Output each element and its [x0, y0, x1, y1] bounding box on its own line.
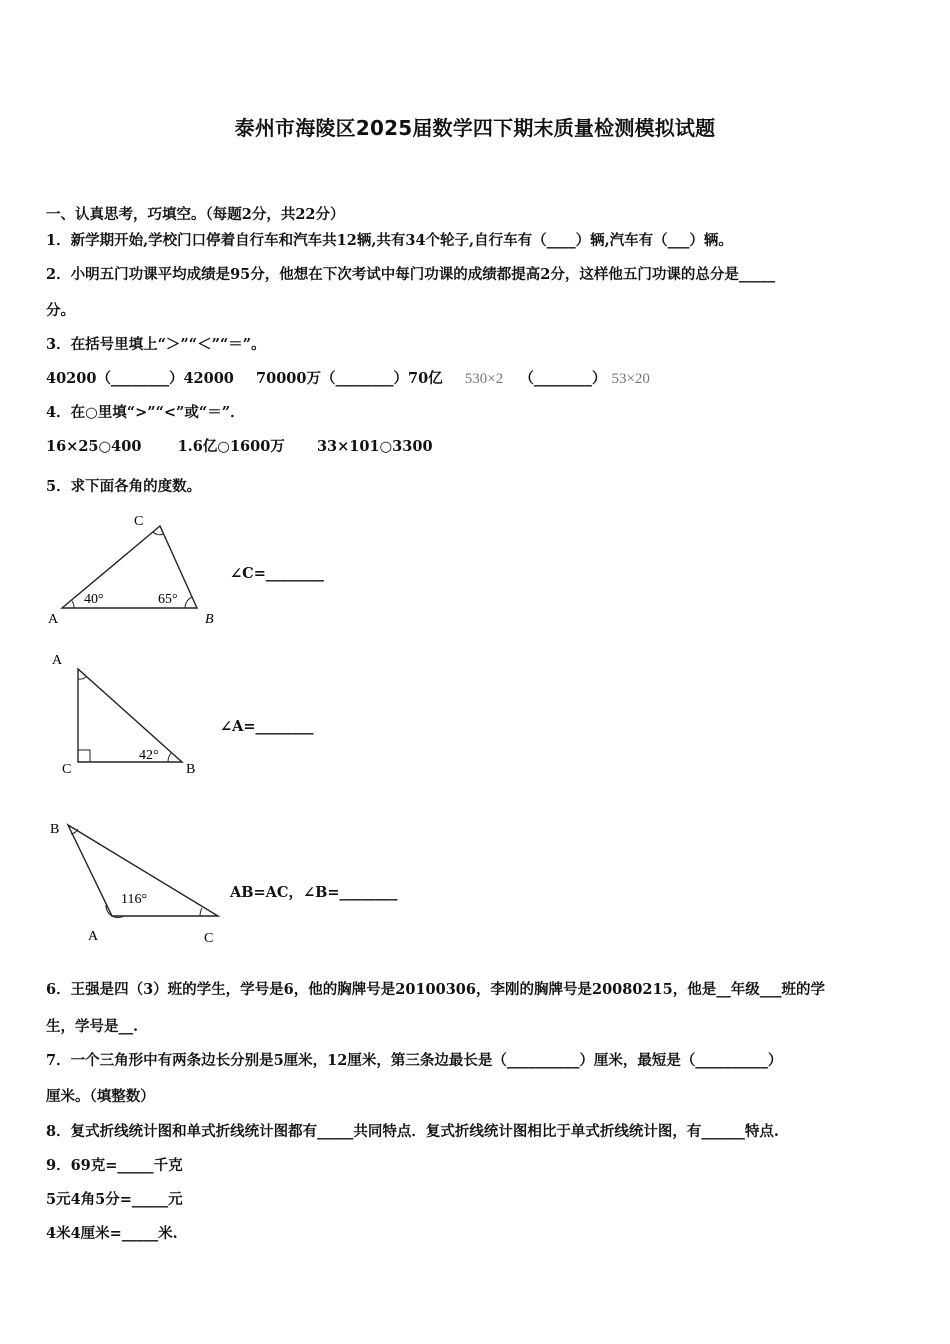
question-3: 3．在括号里填上“＞”“＜”“＝”。	[46, 336, 266, 353]
triangle-1-figure	[40, 505, 240, 630]
question-9-line1: 9．69克=_____千克	[46, 1157, 183, 1174]
vertex-b-label: B	[186, 762, 196, 777]
vertex-b-label: B	[205, 612, 214, 627]
angle-c-arc	[153, 532, 163, 535]
question-9-line3: 4米4厘米=_____米.	[46, 1225, 178, 1242]
triangle-2-answer: ∠A=________	[220, 718, 314, 735]
question-4: 4．在○里填“>”“<”或“＝”．	[46, 404, 245, 421]
angle-a-arc	[78, 677, 86, 679]
triangle-1-answer: ∠C=________	[230, 565, 324, 582]
angle-a-label: 40°	[84, 592, 104, 607]
question-1: 1．新学期开始,学校门口停着自行车和汽车共12辆,共有34个轮子,自行车有（____）辆,汽车有（___）辆。	[46, 232, 733, 249]
vertex-a-label: A	[48, 612, 59, 627]
question-7-line1: 7．一个三角形中有两条边长分别是5厘米，12厘米，第三条边最长是（__________）厘米，最短是（__________）	[46, 1052, 783, 1069]
vertex-c-label: C	[62, 762, 72, 777]
angle-b-label: 42°	[139, 748, 159, 763]
angle-a-arc	[72, 601, 74, 608]
compare-c-blank: （________）	[519, 370, 607, 387]
vertex-a-label: A	[88, 929, 99, 944]
right-angle-mark	[78, 750, 90, 762]
triangle-2-shape	[78, 669, 182, 762]
circle-compare-c: 33×101○3300	[316, 438, 433, 455]
compare-b: 70000万（________）70亿	[256, 370, 443, 387]
circle-compare-a: 16×25○400	[46, 438, 142, 455]
compare-c-right: 53×20	[611, 371, 650, 387]
vertex-a-label: A	[52, 653, 63, 668]
compare-c-left: 530×2	[464, 371, 504, 387]
question-9-line2: 5元4角5分=_____元	[46, 1191, 183, 1208]
angle-b-arc	[168, 753, 171, 762]
circle-compare-b: 1.6亿○1600万	[177, 438, 285, 455]
question-7-line2: 厘米。（填整数）	[46, 1088, 155, 1105]
angle-c-arc	[200, 908, 202, 916]
compare-a: 40200（________）42000	[46, 370, 234, 387]
question-8: 8．复式折线统计图和单式折线统计图都有_____共同特点．复式折线统计图相比于单式折线统计图，有______特点.	[46, 1123, 779, 1140]
angle-b-label: 65°	[158, 592, 178, 607]
question-4-comparisons	[46, 435, 433, 456]
vertex-b-label: B	[50, 822, 60, 837]
angle-b-arc	[185, 597, 192, 608]
question-3-comparisons	[46, 367, 650, 388]
triangle-2-figure	[40, 647, 210, 782]
vertex-c-label: C	[204, 931, 214, 946]
angle-a-label: 116°	[121, 892, 148, 907]
triangle-3-figure	[40, 815, 230, 950]
question-2-line2: 分。	[46, 302, 75, 319]
triangle-3-answer: AB=AC，∠B=________	[230, 884, 398, 901]
question-6-line2: 生，学号是__.	[46, 1018, 139, 1035]
question-2-line1: 2．小明五门功课平均成绩是95分，他想在下次考试中每门功课的成绩都提高2分，这样他五门功课的总分是_____	[46, 266, 776, 283]
vertex-c-label: C	[134, 514, 144, 529]
question-5: 5．求下面各角的度数。	[46, 478, 202, 495]
section-heading: 一、认真思考，巧填空。（每题2分，共22分）	[46, 206, 345, 223]
page-title: 泰州市海陵区2025届数学四下期末质量检测模拟试题	[234, 116, 716, 140]
question-6-line1: 6．王强是四（3）班的学生，学号是6，他的胸牌号是20100306，李刚的胸牌号是20080215，他是__年级___班的学	[46, 981, 825, 998]
